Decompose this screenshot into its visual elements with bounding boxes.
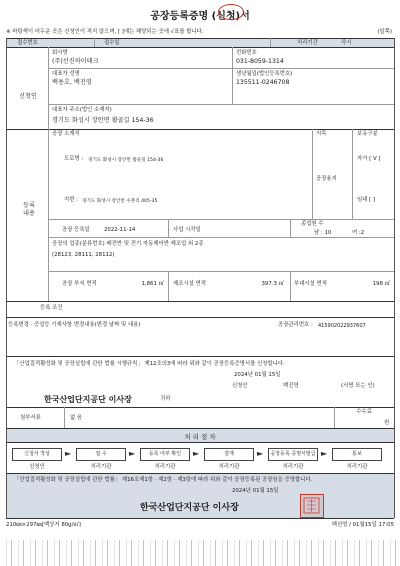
- arrow-right-icon: ►: [321, 449, 328, 458]
- mfg-area-value: 397.3 ㎡: [261, 281, 284, 287]
- attachments-label: 첨부서류: [20, 415, 41, 421]
- statement-text: 「산업집적활성화 및 공장설립에 관한 법률 시행규칙」 제12조의3에 따라 위와 같이 공장등록증명서를 신청합니다.: [14, 361, 285, 367]
- procedure-actor-3: 처리기관: [154, 464, 176, 470]
- applicant-sign-label: 신청인: [232, 383, 248, 389]
- procedure-step-5: 공장등록 증명서발급: [268, 448, 318, 461]
- employees-female: 여 :2: [352, 230, 365, 236]
- certificate-statement: 「산업집적활성화 및 공장설립에 관한 법률」 제16조제1항 · 제2항 · 제3항에 따라 위와 같이 공장등록된 공장임을 증명합니다.: [14, 477, 313, 483]
- procedure-step-6: 통보: [332, 448, 382, 461]
- processing-period-label: 처리기간: [297, 39, 318, 46]
- road-address-label: 도로명 :: [64, 156, 84, 162]
- site-area-value: 1,861 ㎡: [141, 281, 164, 287]
- ownership-self: 자가 [ V ]: [357, 156, 381, 162]
- representative-value: 백용호, 백진영: [52, 79, 92, 86]
- procedure-step-3: 등록 여부 확인: [140, 448, 190, 461]
- lot-address-value: 경기도 화성시 장안면 수촌리 405-35: [82, 198, 158, 204]
- official-seal-icon: [300, 494, 324, 518]
- page-side-note: (앞쪽): [377, 29, 392, 35]
- employees-label: 종업원 수: [301, 221, 324, 227]
- registration-section-label-1: 등록: [23, 202, 35, 209]
- applicant-sign-name: 백진영: [283, 383, 299, 389]
- industry-text: 공장의 업종(분류번호) 배전반 및 전기 자동제어반 제조업 외 2종: [52, 241, 204, 247]
- mfg-area-label: 제조시설 면적: [173, 281, 206, 287]
- arrow-right-icon: ►: [257, 449, 264, 458]
- procedure-actor-1: 신청인: [29, 464, 45, 470]
- industry-codes: (28123, 28111, 28112): [52, 252, 115, 258]
- paper-spec: 210㎜×297㎜[백상지 80g/㎡]: [6, 522, 81, 528]
- arrow-right-icon: ►: [65, 449, 72, 458]
- receipt-number-label: 접수번호: [17, 39, 38, 46]
- applicant-sign-note: (서명 또는 인): [341, 383, 375, 389]
- document-title: 공장등록증명 (신청)서: [150, 11, 250, 22]
- registration-date-label: 공장 등록일: [62, 227, 90, 233]
- history-label: 등록변경 · 증설등 기재사항 변경내용(변경 날짜 및 내용): [8, 322, 141, 328]
- business-start-label: 사업 시작일: [173, 227, 201, 233]
- attachments-value: 없 음: [70, 415, 83, 421]
- land-category-label: 지목: [316, 131, 327, 137]
- procedure-actor-6: 처리기관: [346, 464, 368, 470]
- procedure-step-2: 접 수: [76, 448, 126, 461]
- phone-value: 031-8059-1314: [236, 58, 284, 65]
- registration-section-label-2: 내용: [23, 210, 35, 217]
- note-text: ※ 바탕색이 어두운 곳은 신청인이 적지 않으며, [ ]에는 해당되는 곳에 √표를 합니다.: [6, 29, 204, 35]
- address-value: 경기도 화성시 장안면 활골길 154-36: [52, 117, 154, 124]
- employees-male: 남 : 10: [314, 230, 332, 236]
- company-name-value: (주)선진하이테크: [52, 58, 99, 65]
- certificate-date: 2024년 01월 15일: [232, 488, 279, 494]
- procedure-actor-2: 처리기관: [90, 464, 112, 470]
- procedure-title: 처 리 절 차: [184, 433, 216, 441]
- procedure-step-4: 결재: [204, 448, 254, 461]
- representative-label: 대표자 성명: [52, 71, 80, 77]
- receipt-date-label: 접수일: [104, 39, 120, 46]
- title-circle-mark: [218, 4, 244, 20]
- procedure-step-1: 신청서 작성: [12, 448, 62, 461]
- addressee-suffix: 귀하: [160, 396, 171, 402]
- processing-period-value: 즉시: [341, 39, 352, 46]
- aux-area-label: 부대시설 면적: [294, 281, 327, 287]
- birth-label: 생년월일(법인등록번호): [236, 71, 293, 77]
- arrow-right-icon: ►: [193, 449, 200, 458]
- address-label: 대표자 주소(법인 소재지): [52, 107, 112, 113]
- road-address-value: 경기도 화성시 장안면 활골길 154-36: [88, 157, 164, 163]
- land-category-value: 공장용지: [316, 176, 337, 182]
- certificate-issuer: 한국산업단지공단 이사장: [140, 503, 239, 513]
- procedure-actor-5: 처리기관: [282, 464, 304, 470]
- lot-address-label: 지번 :: [64, 197, 78, 203]
- fee-unit: 원: [384, 420, 390, 426]
- registration-date-value: 2022-11-14: [104, 227, 136, 233]
- ownership-label: 보유구분: [357, 131, 378, 137]
- ownership-rent: 임대 [ ]: [357, 197, 376, 203]
- site-area-label: 공장 부지 면적: [62, 281, 97, 287]
- procedure-actor-4: 처리기관: [218, 464, 240, 470]
- fee-label: 수수료: [356, 409, 372, 415]
- company-name-label: 회사명: [52, 50, 68, 56]
- phone-label: 전화번호: [236, 50, 257, 56]
- factory-location-label: 공장 소재지: [52, 131, 80, 137]
- addressee: 한국산업단지공단 이사장: [44, 395, 132, 404]
- management-number-label: 공장관리번호 :: [278, 322, 313, 328]
- arrow-right-icon: ►: [129, 449, 136, 458]
- registration-conditions-label: 등록 조건: [40, 305, 63, 311]
- issue-stamp: 백선영 / 01월15일 17:05: [331, 522, 394, 528]
- aux-area-value: 198 ㎡: [372, 281, 390, 287]
- security-pattern: [0, 540, 400, 566]
- birth-value: 135511-0246708: [236, 79, 290, 86]
- statement-date: 2024년 01월 15일: [234, 372, 281, 378]
- receipt-row: [6, 38, 394, 47]
- applicant-section-label: 신청인: [19, 93, 37, 100]
- management-number-value: 415902022937607: [318, 322, 366, 329]
